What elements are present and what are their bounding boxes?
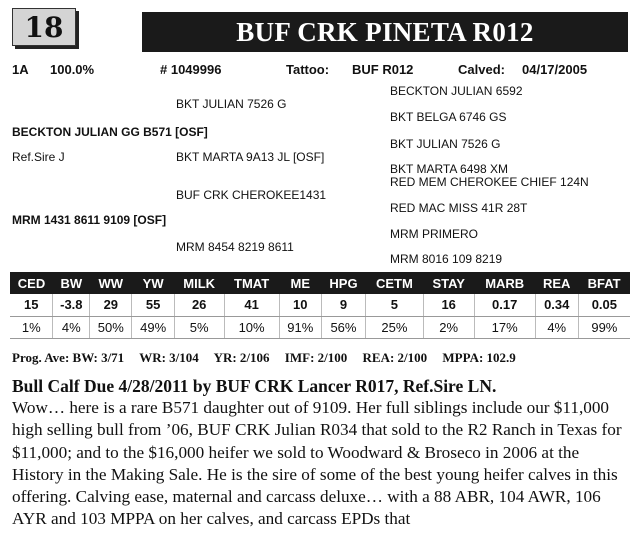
epd-value: 0.05 — [578, 294, 630, 316]
epd-header: YW — [132, 272, 174, 294]
pedigree-dss: RED MEM CHEROKEE CHIEF 124N — [390, 175, 589, 189]
progeny-averages — [12, 350, 528, 366]
epd-percentile: 5% — [174, 316, 224, 338]
epd-header-row — [10, 272, 630, 294]
pedigree-sss: BECKTON JULIAN 6592 — [390, 84, 523, 98]
progeny-rea: REA: 2/100 — [362, 350, 428, 365]
epd-value: 29 — [90, 294, 132, 316]
epd-header: REA — [535, 272, 578, 294]
pedigree-dam: MRM 1431 8611 9109 [OSF] — [12, 213, 167, 227]
epd-values-row — [10, 294, 630, 316]
epd-value: 26 — [174, 294, 224, 316]
pedigree-sire-dam: BKT MARTA 9A13 JL [OSF] — [176, 150, 325, 164]
pedigree-ref-sire: Ref.Sire J — [12, 150, 65, 164]
epd-header: STAY — [423, 272, 474, 294]
epd-header: CED — [10, 272, 53, 294]
calved-date: 04/17/2005 — [522, 62, 588, 77]
progeny-mppa: MPPA: 102.9 — [442, 350, 516, 365]
pedigree-sire: BECKTON JULIAN GG B571 [OSF] — [12, 125, 208, 139]
tattoo: BUF R012 — [352, 62, 414, 77]
registration-number: # 1049996 — [160, 62, 222, 77]
pedigree-dds: MRM PRIMERO — [390, 227, 478, 241]
pedigree-sdd: BKT MARTA 6498 XM — [390, 162, 509, 176]
pedigree-dam-dam: MRM 8454 8219 8611 — [176, 240, 294, 254]
epd-header: MILK — [174, 272, 224, 294]
epd-header: BW — [53, 272, 90, 294]
epd-table — [10, 272, 630, 339]
progeny-wr: WR: 3/104 — [139, 350, 199, 365]
tattoo-label: Tattoo: — [286, 62, 330, 77]
epd-percentile: 99% — [578, 316, 630, 338]
epd-percentile: 1% — [10, 316, 53, 338]
calved-label: Calved: — [458, 62, 505, 77]
epd-header: HPG — [321, 272, 365, 294]
epd-header: ME — [279, 272, 321, 294]
progeny-imf: IMF: 2/100 — [284, 350, 348, 365]
pedigree-sire-sire: BKT JULIAN 7526 G — [176, 97, 287, 111]
epd-value: 15 — [10, 294, 53, 316]
epd-header: BFAT — [578, 272, 630, 294]
pedigree-dam-sire: BUF CRK CHEROKEE1431 — [176, 188, 327, 202]
epd-header: WW — [90, 272, 132, 294]
epd-value: -3.8 — [53, 294, 90, 316]
epd-percentile: 4% — [53, 316, 90, 338]
headline: Bull Calf Due 4/28/2011 by BUF CRK Lancer R017, Ref.Sire LN. — [12, 376, 497, 396]
epd-percentile: 91% — [279, 316, 321, 338]
epd-value: 41 — [224, 294, 279, 316]
epd-value: 10 — [279, 294, 321, 316]
epd-percentile: 25% — [366, 316, 424, 338]
epd-percentile: 2% — [423, 316, 474, 338]
registration: 1A — [12, 62, 29, 77]
progeny-bw: Prog. Ave: BW: 3/71 — [12, 350, 125, 365]
epd-percentile: 10% — [224, 316, 279, 338]
epd-header: CETM — [366, 272, 424, 294]
epd-percentile: 50% — [90, 316, 132, 338]
pedigree-dsd: RED MAC MISS 41R 28T — [390, 201, 528, 215]
epd-value: 16 — [423, 294, 474, 316]
pedigree-ssd: BKT BELGA 6746 GS — [390, 110, 507, 124]
epd-percentile: 49% — [132, 316, 174, 338]
epd-value: 0.34 — [535, 294, 578, 316]
epd-value: 9 — [321, 294, 365, 316]
progeny-yr: YR: 2/106 — [213, 350, 270, 365]
epd-header: TMAT — [224, 272, 279, 294]
epd-percentile: 4% — [535, 316, 578, 338]
description: Wow… here is a rare B571 daughter out of 9109. Her full siblings include our $11,000 high selling bull from ’06, BUF CRK Julian R034 that sold to the R2 Ranch in Texas for $11,000; and to the $16,000 heifer we sold to Woodward & Broseco in 2006 at the History in the Making Sale. He is the sire of some of the best young heifer calves in this offering. Calving ease, maternal and carcass deluxe… with a 88 ABR, 104 AWR, 106 AYR and 103 MPPA on her calves, and carcass EPDs that — [12, 398, 622, 529]
epd-header: MARB — [474, 272, 535, 294]
epd-percentile: 17% — [474, 316, 535, 338]
pedigree-ddd: MRM 8016 109 8219 — [390, 252, 503, 266]
lot-number: 18 — [12, 8, 76, 46]
epd-percentile: 56% — [321, 316, 365, 338]
percent: 100.0% — [50, 62, 95, 77]
epd-value: 5 — [366, 294, 424, 316]
epd-value: 55 — [132, 294, 174, 316]
animal-name: BUF CRK PINETA R012 — [142, 12, 628, 52]
pedigree-sds: BKT JULIAN 7526 G — [390, 137, 501, 151]
epd-value: 0.17 — [474, 294, 535, 316]
epd-percentile-row — [10, 316, 630, 338]
